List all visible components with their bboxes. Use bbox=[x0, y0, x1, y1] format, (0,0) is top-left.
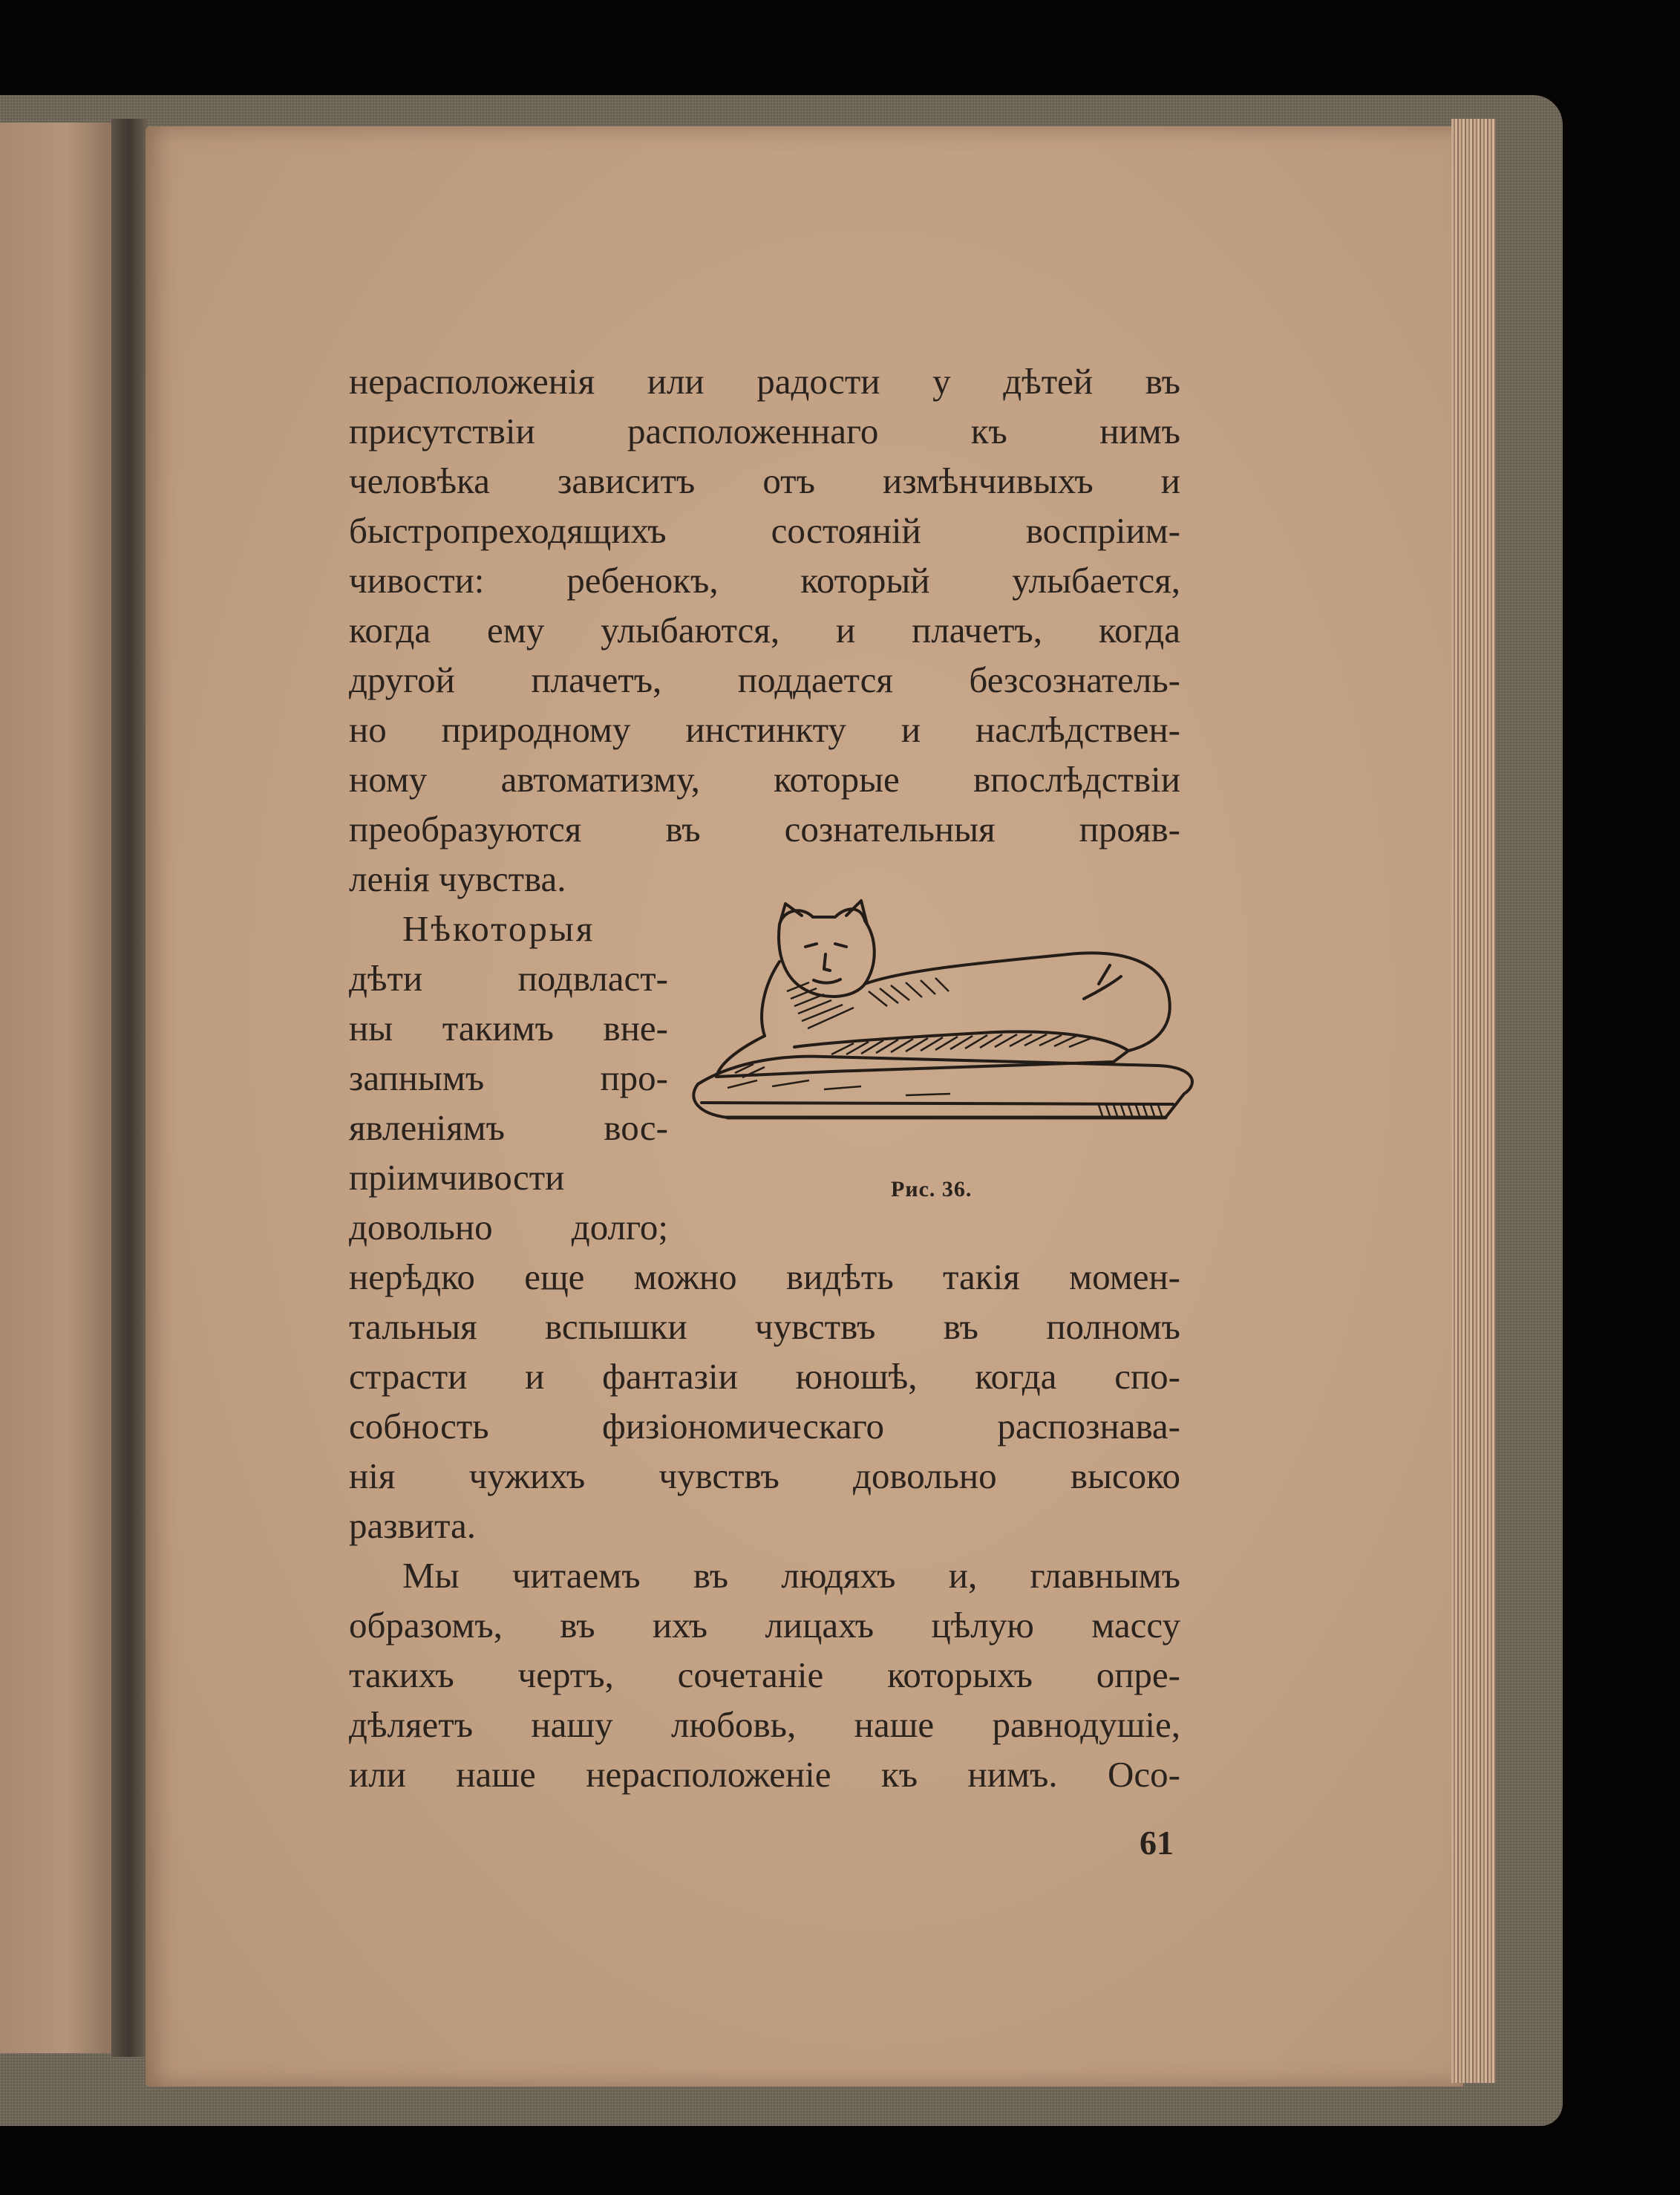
page-edges bbox=[1451, 119, 1496, 2083]
text-line: присутствіи расположеннаго къ нимъ bbox=[349, 411, 1180, 451]
text-line: дѣти подвласт- bbox=[349, 958, 668, 999]
text-line: ны такимъ вне- bbox=[349, 1008, 668, 1048]
figure-caption: Рис. 36. bbox=[891, 1177, 973, 1201]
text-line: Нѣкоторыя bbox=[402, 908, 595, 949]
text-line: тальныя вспышки чувствъ въ полномъ bbox=[349, 1306, 1180, 1347]
text-line: довольно долго; bbox=[349, 1207, 668, 1247]
text-line: страсти и фантазіи юношѣ, когда спо- bbox=[349, 1356, 1180, 1397]
text-line: когда ему улыбаются, и плачетъ, когда bbox=[349, 610, 1180, 650]
text-line: другой плачетъ, поддается безсознатель- bbox=[349, 659, 1180, 700]
text-line: преобразуются въ сознательныя прояв- bbox=[349, 809, 1180, 849]
text-line: нерѣдко еще можно видѣть такія момен- bbox=[349, 1256, 1180, 1297]
text-line: пріимчивости bbox=[349, 1157, 565, 1198]
left-page-edge bbox=[0, 123, 111, 2053]
sphinx-cat-illustration bbox=[683, 895, 1203, 1140]
book-gutter bbox=[111, 119, 147, 2057]
text-line: нерасположенія или радости у дѣтей въ bbox=[349, 361, 1180, 402]
text-line: нія чужихъ чувствъ довольно высоко bbox=[349, 1455, 1180, 1496]
text-line: ному автоматизму, которые впослѣдствіи bbox=[349, 759, 1180, 800]
text-line: ленія чувства. bbox=[349, 858, 566, 899]
text-line: такихъ чертъ, сочетаніе которыхъ опре- bbox=[349, 1654, 1180, 1695]
text-line: быстропреходящихъ состояній воспріим- bbox=[349, 510, 1180, 551]
text-line: явленіямъ вос- bbox=[349, 1107, 668, 1148]
text-line: или наше нерасположеніе къ нимъ. Осо- bbox=[349, 1754, 1180, 1795]
text-line: человѣка зависитъ отъ измѣнчивыхъ и bbox=[349, 460, 1180, 501]
text-line: запнымъ про- bbox=[349, 1057, 668, 1098]
text-line: образомъ, въ ихъ лицахъ цѣлую массу bbox=[349, 1605, 1180, 1646]
text-line: собность физіономическаго распознава- bbox=[349, 1406, 1180, 1447]
text-line: дѣляетъ нашу любовь, наше равнодушіе, bbox=[349, 1704, 1180, 1745]
text-line: Мы читаемъ въ людяхъ и, главнымъ bbox=[402, 1555, 1180, 1596]
text-line: развита. bbox=[349, 1505, 476, 1546]
page-number: 61 bbox=[1140, 1824, 1174, 1862]
text-line: но природному инстинкту и наслѣдствен- bbox=[349, 709, 1180, 750]
text-line: чивости: ребенокъ, который улыбается, bbox=[349, 560, 1180, 601]
